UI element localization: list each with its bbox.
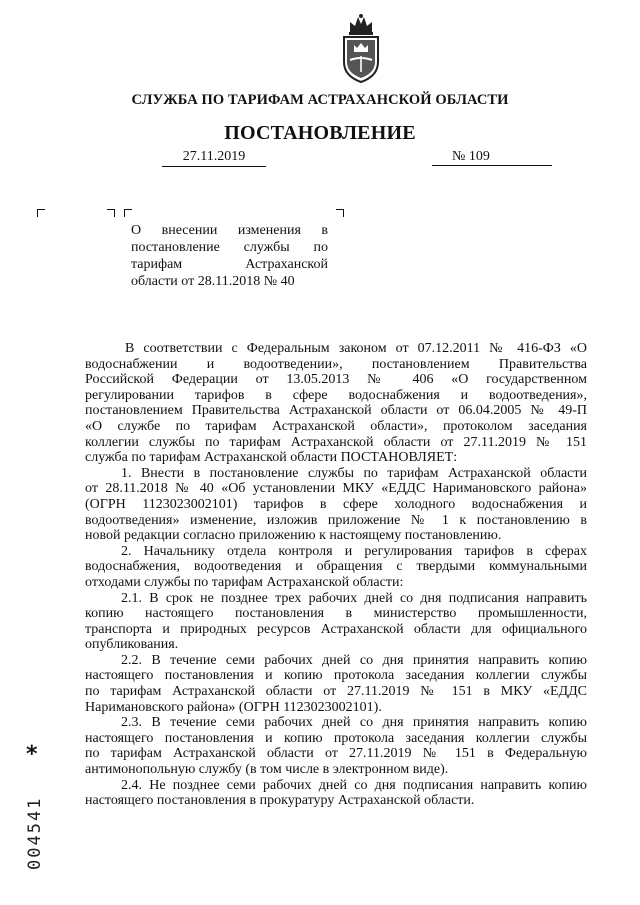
subject-block	[131, 222, 328, 290]
body-line: В соответствии с Федеральным законом от 07.12.2011 № 416-ФЗ «О	[125, 341, 587, 356]
corner-mark-left	[37, 209, 45, 217]
subject-line: области от 28.11.2018 № 40	[131, 274, 295, 289]
coat-of-arms-icon	[336, 12, 386, 84]
body-line: Наримановского района» (ОГРН 1123023002101).	[85, 699, 382, 715]
body-line: водоотведения» изменение, изложив приложение № 1 к постановлению в	[85, 512, 587, 528]
body-line: (ОГРН 1123023002101) тарифов в сфере холодного водоснабжения и	[85, 496, 587, 512]
body-line: службa по тарифам Астраханской области ПОСТАНОВЛЯЕТ:	[85, 450, 458, 466]
document-body	[85, 341, 587, 809]
body-line: «О службе по тарифам Астраханской области», протоколом заседания	[85, 418, 587, 434]
body-line: от 28.11.2018 № 40 «Об установлении МКУ «ЕДДС Наримановского района»	[85, 481, 587, 497]
document-date: 27.11.2019	[162, 149, 266, 167]
body-line: 2.1. В срок не позднее трех рабочих дней со дня подписания направить	[121, 590, 587, 606]
subject-line: постановление службы по	[131, 240, 328, 255]
body-line: отходами службы по тарифам Астраханской области:	[85, 574, 404, 590]
body-line: водоснабжении и водоотведении», постановлением Правительства	[85, 356, 587, 372]
subject-line: О внесении изменения в	[131, 223, 328, 238]
body-line: водоснабжения, водоотведения и обращения с твердыми коммунальными	[85, 559, 587, 575]
body-line: 2. Начальнику отдела контроля и регулирования тарифов в сферах	[121, 543, 587, 559]
body-line: антимонопольную службу (в том числе в электронном виде).	[85, 762, 449, 778]
agency-name: СЛУЖБА ПО ТАРИФАМ АСТРАХАНСКОЙ ОБЛАСТИ	[131, 92, 509, 108]
document-type: ПОСТАНОВЛЕНИЕ	[224, 122, 416, 144]
body-line: опубликования.	[85, 637, 179, 653]
body-line: по тарифам Астраханской области от 27.11.2019 № 151 в Федеральную	[85, 746, 587, 762]
body-line: постановлением Правительства Астраханской области от 06.04.2005 № 49-П	[85, 403, 587, 419]
margin-serial-number	[20, 760, 44, 870]
body-line: настоящего постановления в прокуратуру Астраханской области.	[85, 793, 475, 809]
body-line: 2.4. Не позднее семи рабочих дней со дня подписания направить копию	[121, 777, 587, 793]
body-line: копию настоящего постановления в министерство промышленности,	[85, 606, 587, 622]
body-line: 2.3. В течение семи рабочих дней со дня принятия направить копию	[121, 715, 587, 731]
body-line: настоящего постановления и копию протокола заседания коллегии службы	[85, 668, 587, 684]
margin-asterisk: *	[26, 742, 38, 767]
corner-mark-inner-right	[107, 209, 115, 217]
serial-number-text: 004541	[25, 796, 45, 870]
body-line: новой редакции согласно приложению к настоящему постановлению.	[85, 528, 502, 544]
body-line: коллегии службы по тарифам Астраханской области от 27.11.2019 № 151	[85, 434, 587, 450]
body-line: по тарифам Астраханской области от 27.11.2019 № 151 в МКУ «ЕДДС	[85, 684, 587, 700]
body-line: транспорта и природных ресурсов Астраханской области для официального	[85, 621, 587, 637]
body-line: настоящего постановления и копию протокола заседания коллегии службы	[85, 730, 587, 746]
document-number: № 109	[432, 149, 552, 166]
corner-mark-right	[336, 209, 344, 217]
body-line: регулировании тарифов в сфере водоснабжения и водоотведения»,	[85, 387, 587, 403]
corner-mark-inner-left	[124, 209, 132, 217]
body-line: 2.2. В течение семи рабочих дней со дня принятия направить копию	[121, 652, 587, 668]
body-line: 1. Внести в постановление службы по тарифам Астраханской области	[121, 465, 587, 481]
body-line: Российской Федерации от 13.05.2013 № 406 «О государственном	[85, 372, 587, 388]
subject-line: тарифам Астраханской	[131, 257, 328, 272]
